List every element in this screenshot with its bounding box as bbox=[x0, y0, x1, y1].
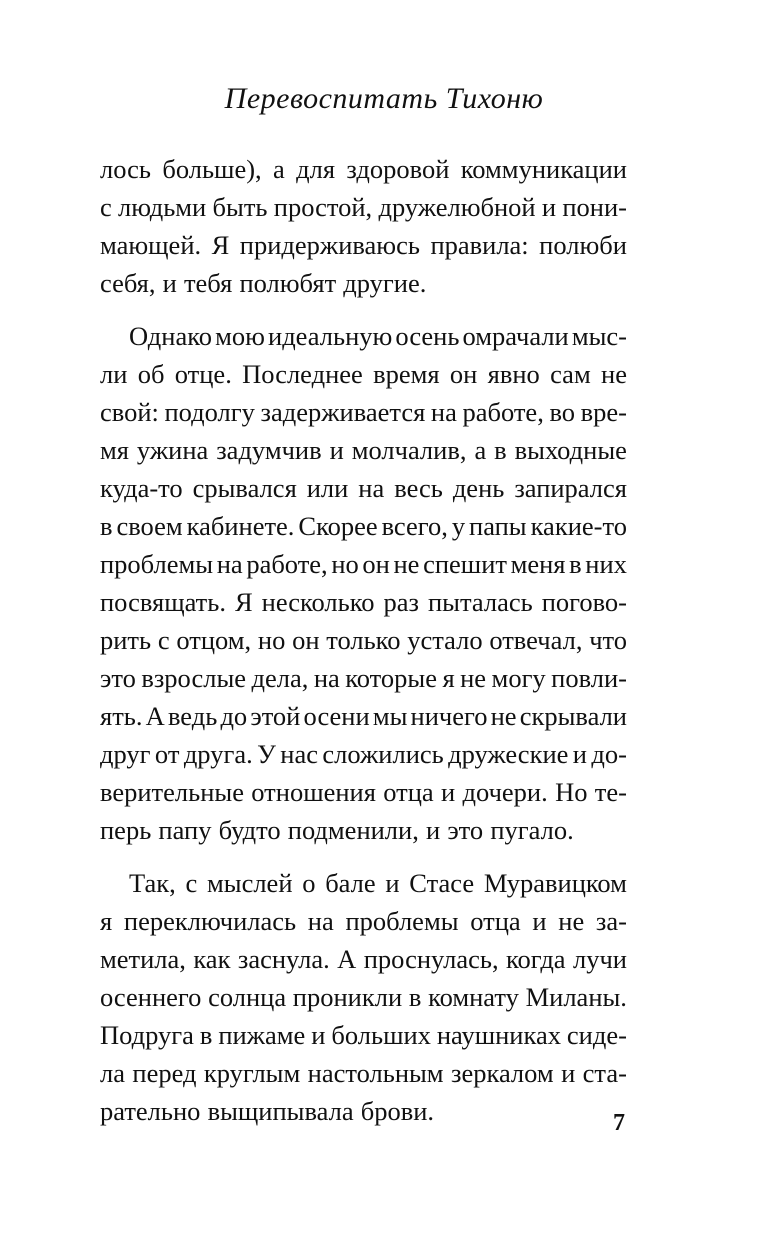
text-line: мя ужина задумчив и молчалив, а в выходные bbox=[100, 435, 627, 465]
text-line: ла перед круглым настольным зеркалом и ста- bbox=[100, 1058, 627, 1088]
text-line: верительные отношения отца и дочери. Но те- bbox=[100, 777, 627, 807]
text-line: рить с отцом, но он только устало отвечал, что bbox=[100, 625, 627, 655]
paragraph-gap bbox=[100, 849, 627, 864]
text-line: мающей. Я придерживаюсь правила: полюби bbox=[100, 230, 627, 260]
text-line: метила, как заснула. А проснулась, когда лучи bbox=[100, 944, 627, 974]
text-line: Подруга в пижаме и больших наушниках сиде- bbox=[100, 1020, 627, 1050]
running-title: Перевоспитать Тихоню bbox=[224, 82, 544, 115]
text-line: с людьми быть простой, дружелюбной и пони- bbox=[100, 192, 627, 222]
text-line: друг от друга. У нас сложились дружеские и до- bbox=[100, 739, 627, 769]
page-number: 7 bbox=[613, 1110, 625, 1136]
text-line: это взрослые дела, на которые я не могу повли- bbox=[100, 663, 627, 693]
paragraph bbox=[100, 150, 627, 302]
text-line: ять. А ведь до этой осени мы ничего не скрывали bbox=[100, 701, 627, 731]
text-line: перь папу будто подменили, и это пугало. bbox=[100, 815, 574, 845]
paragraph-gap bbox=[100, 302, 627, 317]
text-line: свой: подолгу задерживается на работе, во вре- bbox=[100, 397, 627, 427]
text-line: проблемы на работе, но он не спешит меня в них bbox=[100, 549, 627, 579]
text-line: Так, с мыслей о бале и Стасе Муравицком bbox=[129, 868, 627, 898]
text-line: ли об отце. Последнее время он явно сам не bbox=[100, 359, 627, 389]
body-text bbox=[100, 150, 627, 1130]
text-line: лось больше), а для здоровой коммуникации bbox=[100, 154, 627, 184]
text-line: в своем кабинете. Скорее всего, у папы какие-то bbox=[100, 511, 627, 541]
text-line: куда-то срывался или на весь день запирался bbox=[100, 473, 627, 503]
text-line: посвящать. Я несколько раз пыталась погово- bbox=[100, 587, 627, 617]
paragraph bbox=[100, 317, 627, 849]
text-line: Однако мою идеальную осень омрачали мыс- bbox=[129, 321, 627, 351]
text-line: осеннего солнца проникли в комнату Миланы. bbox=[100, 982, 627, 1012]
paragraph bbox=[100, 864, 627, 1130]
text-line: рательно выщипывала брови. bbox=[100, 1096, 435, 1126]
text-line: я переключилась на проблемы отца и не за- bbox=[100, 906, 627, 936]
text-line: себя, и тебя полюбят другие. bbox=[100, 268, 427, 298]
